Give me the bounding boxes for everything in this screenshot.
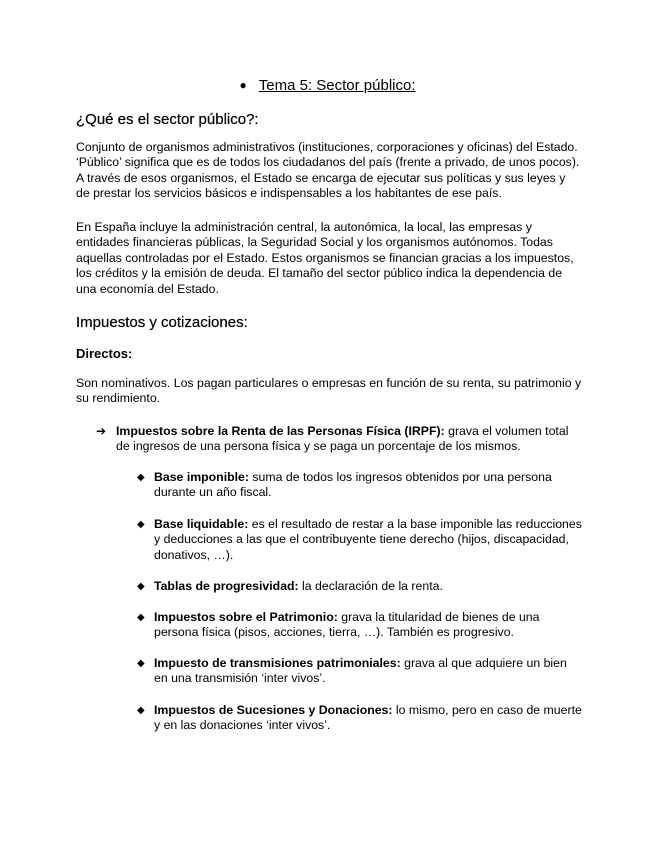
section-heading-impuestos: Impuestos y cotizaciones: [76, 314, 248, 331]
list-item-term: Impuestos de Sucesiones y Donaciones: [154, 703, 393, 717]
paragraph-definition: Conjunto de organismos administrativos (instituciones, corporaciones y oficinas) del Estado. ‘Público’ significa que es de todos los ciudadanos del país (frente a privado, de unos pocos). A través de esos organismos, el Estado se encarga de ejecutar sus políticas y sus leyes y de prestar los servicios básicos e indispensables a los habitantes de ese país. [76, 140, 580, 201]
list-item-text: es el resultado de restar a la base imponible las reducciones y deducciones a las que el contribuyente tiene derecho (hijos, discapacidad, donativos, …). [154, 517, 582, 562]
list-item-content [154, 656, 582, 687]
document-title-line [0, 77, 655, 94]
list-item-content [154, 517, 582, 563]
list-item-term: Impuesto de transmisiones patrimoniales: [154, 656, 401, 670]
diamond-bullet-icon: ◆ [137, 705, 145, 716]
paragraph-directos: Son nominativos. Los pagan particulares o empresas en función de su renta, su patrimonio y su rendimiento. [76, 376, 582, 406]
arrow-bullet-icon: ➔ [96, 424, 107, 438]
list-item-base-imponible [137, 470, 582, 501]
list-item-content [154, 579, 582, 594]
list-item-patrimonio [137, 610, 582, 641]
list-item-text: lo mismo, pero en caso de muerte y en las donaciones ‘inter vivos’. [154, 703, 582, 733]
diamond-bullet-icon: ◆ [137, 472, 145, 483]
list-item-term: Impuestos sobre el Patrimonio: [154, 610, 338, 624]
question-heading: ¿Qué es el sector público?: [76, 111, 259, 128]
list-item-transmisiones [137, 656, 582, 687]
list-item-text: suma de todos los ingresos obtenidos por una persona durante un año fiscal. [154, 470, 552, 500]
list-item-text: la declaración de la renta. [298, 579, 443, 593]
list-item-content [154, 610, 582, 641]
title-bullet-icon: ● [239, 78, 247, 92]
list-item-text: grava al que adquiere un bien en una transmisión ‘inter vivos’. [154, 656, 567, 686]
list-item-term: Tablas de progresividad: [154, 579, 299, 593]
diamond-bullet-icon: ◆ [137, 519, 145, 530]
list-item-irpf-content [116, 424, 576, 455]
subheading-directos: Directos: [76, 346, 133, 361]
diamond-bullet-icon: ◆ [137, 581, 145, 592]
list-item-text: grava la titularidad de bienes de una persona física (pisos, acciones, tierra, …). También es progresivo. [154, 610, 540, 640]
diamond-bullet-icon: ◆ [137, 612, 145, 623]
list-item-term: Impuestos sobre la Renta de las Personas Física (IRPF): [116, 424, 445, 438]
list-item-content [154, 703, 582, 734]
list-item-term: Base imponible: [154, 470, 249, 484]
list-item-irpf [96, 424, 576, 455]
list-item-content [154, 470, 582, 501]
list-item-term: Base liquidable: [154, 517, 249, 531]
list-item-text: grava el volumen total de ingresos de una persona física y se paga un porcentaje de los mismos. [116, 424, 569, 454]
diamond-bullet-icon: ◆ [137, 658, 145, 669]
document-title: Tema 5: Sector público: [258, 77, 416, 94]
list-item-base-liquidable [137, 517, 582, 563]
paragraph-spain: En España incluye la administración central, la autonómica, la local, las empresas y entidades financieras públicas, la Seguridad Social y los organismos autónomos. Todas aquellas controladas por el Estado. Estos organismos se financian gracias a los impuestos, los créditos y la emisión de deuda. El tamaño del sector público indica la dependencia de una economía del Estado. [76, 220, 574, 296]
list-item-tablas [137, 579, 582, 594]
list-item-sucesiones [137, 703, 582, 734]
